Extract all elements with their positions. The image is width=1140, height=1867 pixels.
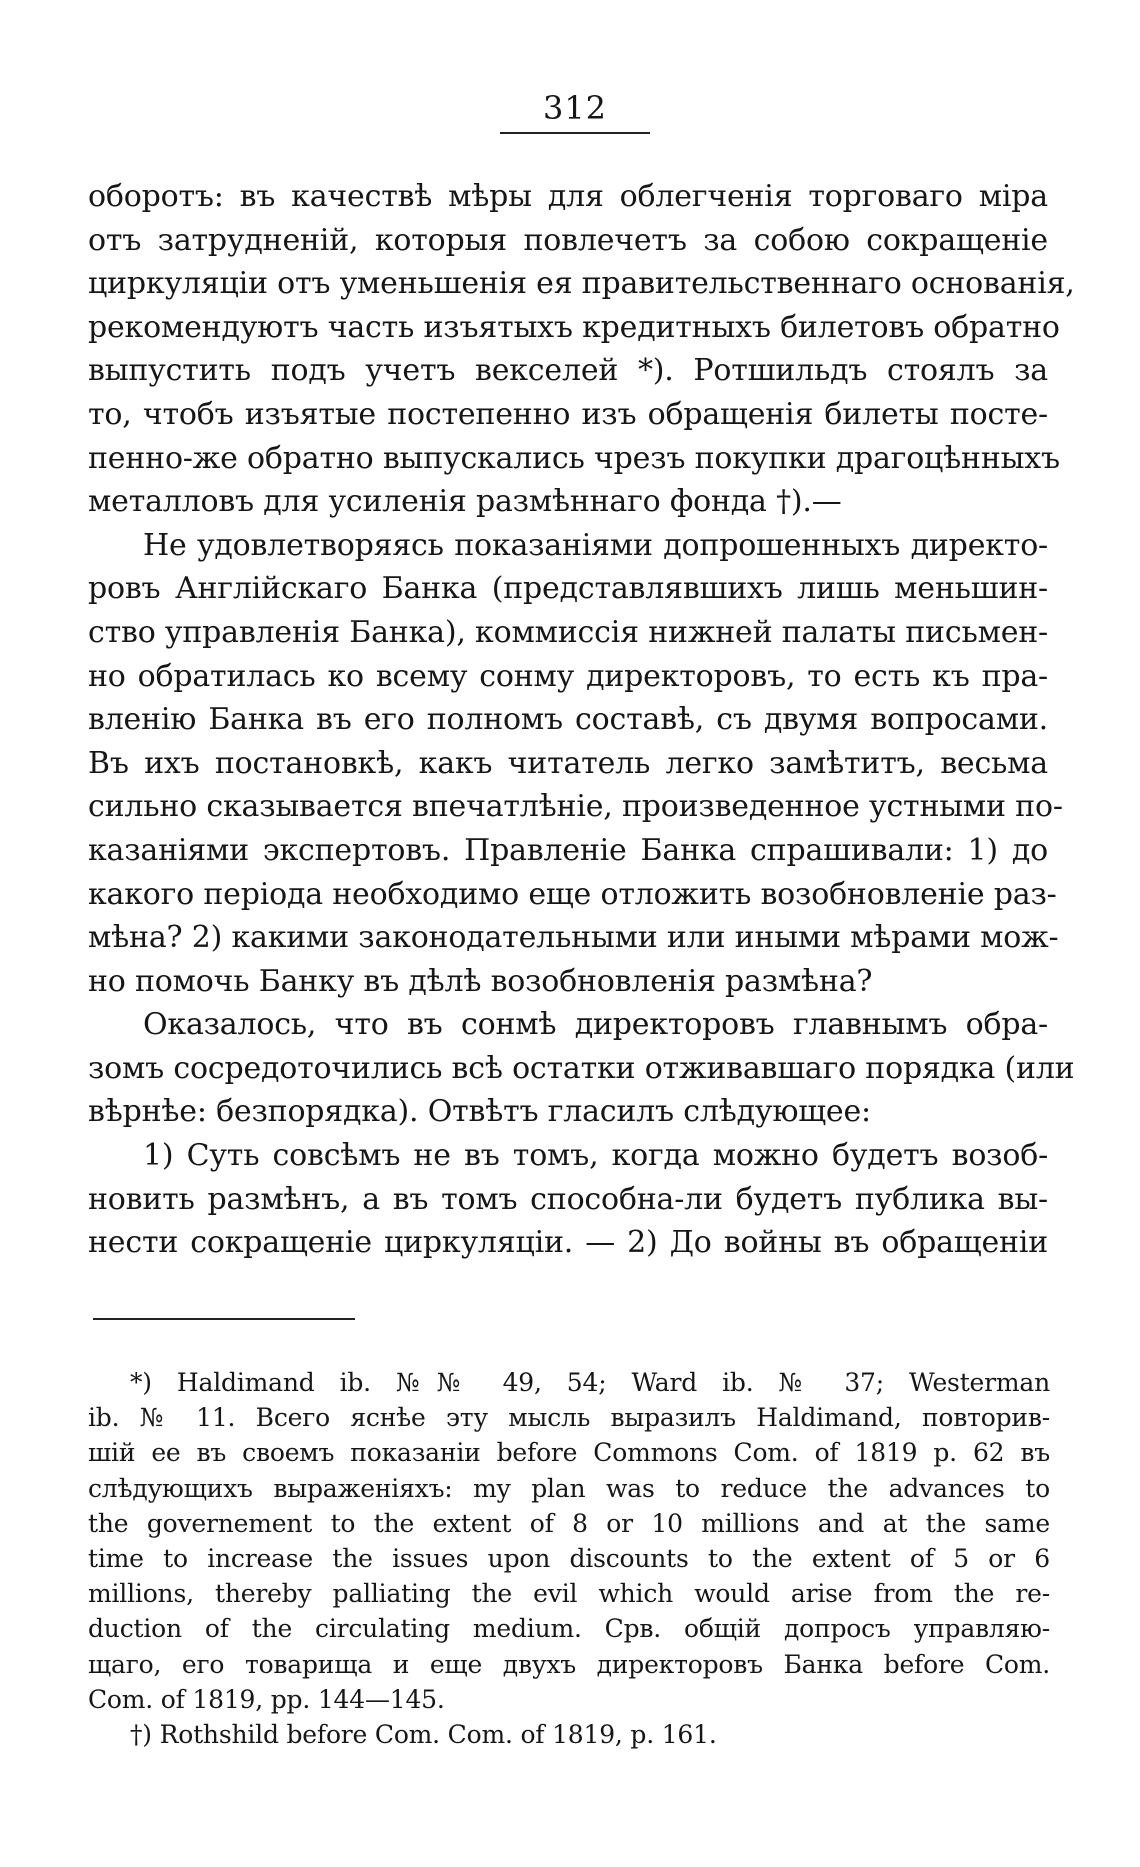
- text-line: ство управленія Банка), коммиссія нижней палаты письмен-: [88, 614, 1048, 650]
- text-line: нести сокращеніе циркуляціи. — 2) До войны въ обращеніи: [88, 1225, 1048, 1261]
- text-line: металловъ для усиленія размѣннаго фонда †).—: [88, 484, 842, 520]
- footnote-line: time to increase the issues upon discounts to the extent of 5 or 6: [88, 1543, 1050, 1573]
- footnote-line: слѣдующихъ выраженіяхъ: my plan was to reduce the advances to: [88, 1473, 1050, 1503]
- text-line: выпустить подъ учетъ векселей *). Ротшильдъ стоялъ за: [88, 353, 1048, 389]
- text-line: рекомендуютъ часть изъятыхъ кредитныхъ билетовъ обратно: [88, 309, 1060, 345]
- text-line: 1) Суть совсѣмъ не въ томъ, когда можно будетъ возоб-: [143, 1138, 1048, 1174]
- text-line: циркуляціи отъ уменьшенія ея правительственнаго основанія,: [88, 266, 1075, 302]
- text-line: Оказалось, что въ сонмѣ директоровъ главнымъ обра-: [143, 1007, 1048, 1043]
- footnote-line: щаго, его товарища и еще двухъ директоровъ Банка before Com.: [88, 1649, 1050, 1679]
- text-line: зомъ сосредоточились всѣ остатки отживавшаго порядка (или: [88, 1050, 1075, 1086]
- text-line: но обратилась ко всему сонму директоровъ, то есть къ пра-: [88, 658, 1048, 694]
- text-line: вѣрнѣе: безпорядка). Отвѣтъ гласилъ слѣдующее:: [88, 1094, 871, 1130]
- text-line: то, чтобъ изъятые постепенно изъ обращенія билеты посте-: [88, 396, 1048, 432]
- text-line: Въ ихъ постановкѣ, какъ читатель легко замѣтитъ, весьма: [88, 745, 1048, 781]
- footnote-line: †) Rothshild before Com. Com. of 1819, p. 161.: [130, 1719, 717, 1749]
- footnote-line: Com. of 1819, pp. 144—145.: [88, 1684, 445, 1714]
- page-number-rule: [500, 132, 650, 134]
- footnote-line: *) Haldimand ib. №№ 49, 54; Ward ib. № 37; Westerman: [130, 1368, 1050, 1397]
- text-line: какого періода необходимо еще отложить возобновленіе раз-: [88, 876, 1057, 912]
- text-line: вленію Банка въ его полномъ составѣ, съ двумя вопросами.: [88, 702, 1048, 738]
- main-text: [88, 175, 1075, 1265]
- text-line: казаніями экспертовъ. Правленіе Банка спрашивали: 1) до: [88, 832, 1048, 868]
- footnote-line: the governement to the extent of 8 or 10 millions and at the same: [88, 1508, 1050, 1538]
- text-line: Не удовлетворяясь показаніями допрошенныхъ директо-: [143, 527, 1048, 563]
- text-line: мѣна? 2) какими законодательными или иными мѣрами мож-: [88, 920, 1059, 956]
- footnotes: [88, 1365, 1050, 1752]
- text-line: отъ затрудненій, которыя повлечетъ за собою сокращеніе: [88, 222, 1048, 258]
- text-line: оборотъ: въ качествѣ мѣры для облегченія торговаго міра: [88, 179, 1048, 214]
- text-line: но помочь Банку въ дѣлѣ возобновленія размѣна?: [88, 963, 873, 999]
- footnote-line: duction of the circulating medium. Срв. общій допросъ управляю-: [88, 1614, 1050, 1644]
- text-line: сильно сказывается впечатлѣніе, произведенное устными по-: [88, 789, 1063, 825]
- text-line: ровъ Англійскаго Банка (представлявшихъ лишь меньшин-: [88, 571, 1048, 607]
- text-line: новить размѣнъ, а въ томъ способна-ли будетъ публика вы-: [88, 1181, 1048, 1217]
- text-line: пенно-же обратно выпускались чрезъ покупки драгоцѣнныхъ: [88, 440, 1060, 476]
- footnote-line: ib. № 11. Всего яснѣе эту мысль выразилъ Haldimand, повторив-: [88, 1403, 1050, 1433]
- footnote-separator: [93, 1318, 355, 1320]
- footnote-line: шій ее въ своемъ показаніи before Commons Com. of 1819 p. 62 въ: [88, 1438, 1050, 1468]
- footnote-line: millions, thereby palliating the evil which would arise from the re-: [88, 1579, 1050, 1609]
- page-number: 312: [542, 89, 608, 127]
